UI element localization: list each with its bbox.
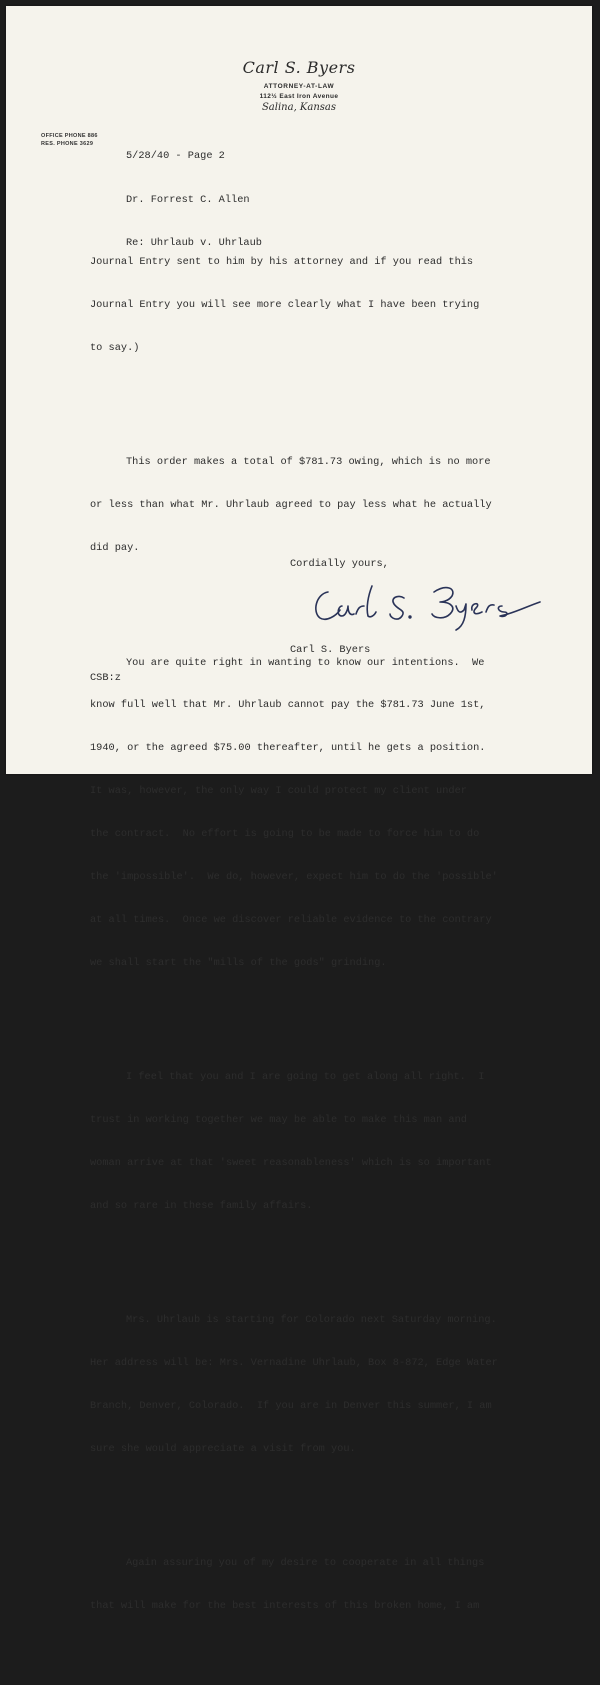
paragraph-3 xyxy=(90,627,560,999)
text-line: did pay. xyxy=(90,542,140,555)
text-line: 1940, or the agreed $75.00 thereafter, until he gets a position. xyxy=(90,742,486,755)
closing: Cordially yours, xyxy=(290,558,389,570)
text-line: It was, however, the only way I could protect my client under xyxy=(90,785,467,798)
text-line: You are quite right in wanting to know our intentions. We xyxy=(126,656,485,669)
text-line: sure she would appreciate a visit from you. xyxy=(90,1442,356,1455)
letter-body xyxy=(90,198,560,1685)
text-line: Mrs. Uhrlaub is starting for Colorado next Saturday morning. xyxy=(126,1314,497,1327)
text-line: to say.) xyxy=(90,341,140,354)
reference-initials: CSB:z xyxy=(90,672,121,684)
paragraph-4 xyxy=(90,1042,560,1242)
text-line: woman arrive at that 'sweet reasonableness' which is so important xyxy=(90,1156,492,1169)
paragraph-6 xyxy=(90,1528,560,1642)
text-line: Again assuring you of my desire to cooperate in all things xyxy=(126,1557,485,1570)
text-line: the contract. No effort is going to be made to force him to do xyxy=(90,828,480,841)
text-line: the 'impossible'. We do, however, expect him to do the 'possible' xyxy=(90,870,498,883)
letter-page xyxy=(6,6,592,1613)
text-line: Journal Entry sent to him by his attorney and if you read this xyxy=(90,256,474,269)
text-line: Branch, Denver, Colorado. If you are in Denver this summer, I am xyxy=(90,1399,492,1412)
typed-signature-name: Carl S. Byers xyxy=(290,644,371,656)
text-line: or less than what Mr. Uhrlaub agreed to pay less what he actually xyxy=(90,499,492,512)
text-line: I feel that you and I are going to get along all right. I xyxy=(126,1071,485,1084)
text-line: that will make for the best interests of this broken home, I am xyxy=(90,1600,480,1613)
header-re: Re: Uhrlaub v. Uhrlaub xyxy=(126,237,262,249)
letterhead-address: 112½ East Iron Avenue xyxy=(259,93,339,100)
text-line: Her address will be: Mrs. Vernadine Uhrlaub, Box 8-872, Edge Water xyxy=(90,1357,498,1370)
paragraph-1 xyxy=(90,227,560,384)
header-recipient: Dr. Forrest C. Allen xyxy=(126,193,250,206)
text-line: Journal Entry you will see more clearly what I have been trying xyxy=(90,299,480,312)
letterhead-title: ATTORNEY-AT-LAW xyxy=(263,83,335,90)
text-line: This order makes a total of $781.73 owing, which is no more xyxy=(126,456,491,469)
letterhead-city: Salina, Kansas xyxy=(261,102,337,113)
header-date-page: 5/28/40 - Page 2 xyxy=(126,150,225,162)
letterhead-name: Carl S. Byers xyxy=(242,58,356,77)
paragraph-5 xyxy=(90,1285,560,1485)
res-phone: RES. PHONE 3629 xyxy=(41,140,94,147)
text-line: at all times. Once we discover reliable evidence to the contrary xyxy=(90,913,492,926)
phone-numbers xyxy=(41,133,98,148)
text-line: we shall start the "mills of the gods" grinding. xyxy=(90,956,387,969)
text-line: and so rare in these family affairs. xyxy=(90,1199,313,1212)
text-line: trust in working together we may be able to make this man and xyxy=(90,1114,467,1126)
signature-image xyxy=(306,572,556,636)
office-phone: OFFICE PHONE 886 xyxy=(41,133,98,139)
text-line: know full well that Mr. Uhrlaub cannot pay the $781.73 June 1st, xyxy=(90,699,486,712)
